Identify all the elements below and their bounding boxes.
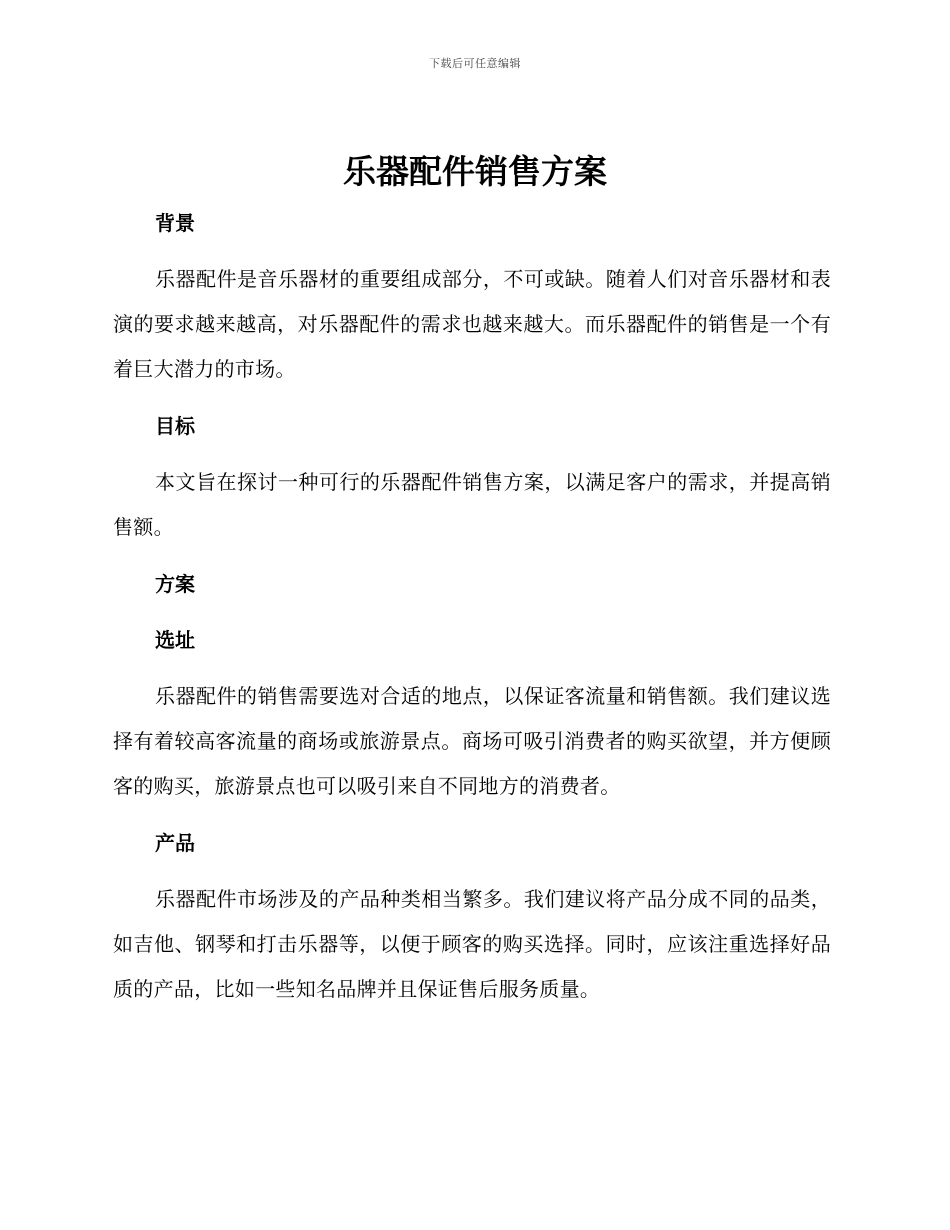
section-text-goal: 本文旨在探讨一种可行的乐器配件销售方案，以满足客户的需求，并提高销售额。 (113, 470, 831, 539)
section-heading-background: 背景 (155, 211, 195, 235)
section-heading-plan: 方案 (155, 572, 195, 596)
page-header-note: 下载后可任意编辑 (429, 57, 521, 70)
document-body (113, 201, 831, 1012)
section-heading-location: 选址 (155, 628, 195, 652)
section-text-product: 乐器配件市场涉及的产品种类相当繁多。我们建议将产品分成不同的品类，如吉他、钢琴和打击乐器等，以便于顾客的购买选择。同时，应该注重选择好品质的产品，比如一些知名品牌并且保证售后服务质量。 (113, 887, 831, 1001)
section-heading-product: 产品 (155, 831, 195, 855)
section-text-background: 乐器配件是音乐器材的重要组成部分，不可或缺。随着人们对音乐器材和表演的要求越来越高，对乐器配件的需求也越来越大。而乐器配件的销售是一个有着巨大潜力的市场。 (113, 267, 831, 381)
document-title: 乐器配件销售方案 (343, 152, 607, 191)
section-heading-goal: 目标 (155, 414, 195, 438)
section-text-location: 乐器配件的销售需要选对合适的地点，以保证客流量和销售额。我们建议选择有着较高客流量的商场或旅游景点。商场可吸引消费者的购买欲望，并方便顾客的购买，旅游景点也可以吸引来自不同地方的消费者。 (113, 684, 831, 798)
